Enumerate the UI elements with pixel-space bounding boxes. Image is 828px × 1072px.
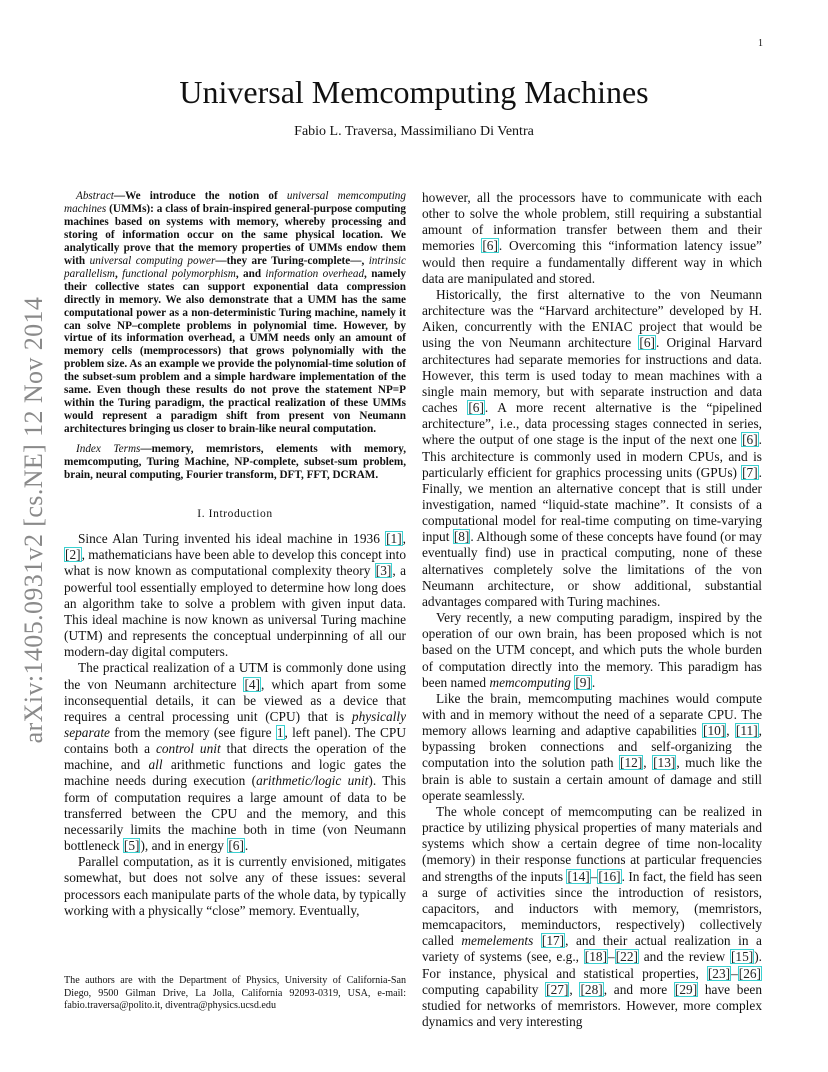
citation-link[interactable]: [9] bbox=[575, 674, 591, 690]
left-column bbox=[64, 190, 406, 919]
text: that directs the operation of the machine, and bbox=[64, 741, 406, 773]
text: , bbox=[569, 981, 580, 997]
text: . bbox=[591, 674, 596, 690]
arxiv-identifier-sidebar bbox=[14, 285, 54, 755]
citation-link[interactable]: [28] bbox=[580, 981, 603, 997]
abstract-label: Abstract bbox=[76, 190, 114, 202]
text: arithmetic functions and logic gates the machine needs during execution ( bbox=[64, 757, 406, 789]
citation-link[interactable]: [6] bbox=[228, 838, 244, 854]
text: – bbox=[731, 965, 738, 981]
abstract-emphasis: information overhead bbox=[265, 267, 365, 280]
text: Very recently, a new computing paradigm, inspired by the operation of our own brain, has been proposed which is not based on the UTM concept, and which puts the whole burden of computation directly into the memory. This paradigm has been named bbox=[422, 610, 762, 690]
text: . A more recent alternative is the “pipelined architecture”, i.e., data processing stages connected in series, where the output of one stage is the input of the next one bbox=[422, 400, 762, 448]
right-paragraph-4 bbox=[422, 691, 762, 804]
text: computing capability bbox=[422, 981, 546, 997]
text: , much like the brain is able to sustain a certain amount of damage and still operate seamlessly. bbox=[422, 755, 762, 803]
text: . Overcoming this “information latency issue” would then require a fundamentally different way in which data are manipulated and stored. bbox=[422, 238, 762, 286]
citation-link[interactable]: [6] bbox=[639, 335, 655, 351]
abstract-text: , bbox=[114, 267, 123, 280]
text: Historically, the first alternative to the von Neumann architecture was the “Harvard architecture” developed by H. Aiken, concurrently with the ENIAC project that would be using the von Neumann architecture bbox=[422, 286, 762, 351]
citation-link[interactable]: [7] bbox=[742, 464, 758, 480]
right-paragraph-1 bbox=[422, 190, 762, 287]
right-paragraph-2 bbox=[422, 287, 762, 610]
citation-link[interactable]: [15] bbox=[730, 949, 754, 965]
citation-link[interactable]: [6] bbox=[468, 400, 484, 416]
emphasis: all bbox=[148, 757, 163, 773]
text: , and more bbox=[603, 981, 674, 997]
abstract-text: , and bbox=[235, 267, 266, 280]
citation-link[interactable]: [4] bbox=[244, 676, 260, 692]
text: Like the brain, memcomputing machines would compute with and in memory without the need of a separate CPU. The memory allows learning and adaptive capabilities bbox=[422, 690, 762, 739]
text: from the memory (see figure bbox=[109, 725, 276, 740]
text: . bbox=[244, 838, 249, 854]
emphasis: memcomputing bbox=[489, 674, 571, 690]
citation-link[interactable]: [6] bbox=[742, 432, 758, 448]
citation-link[interactable]: [5] bbox=[123, 838, 140, 854]
intro-paragraph-1 bbox=[64, 531, 406, 660]
emphasis: memelements bbox=[461, 933, 534, 949]
citation-link[interactable]: [6] bbox=[482, 238, 498, 254]
text: and the review bbox=[638, 949, 730, 965]
text: , and their actual realization in a variety of systems (see, e.g., bbox=[422, 933, 762, 965]
citation-link[interactable]: [26] bbox=[738, 965, 761, 981]
text: , a powerful tool essentially employed to determine how long does an algorithm take to solve a problem with given input data. This ideal machine is now known as universal Turing machine (UTM) and represents the conceptual underpinning of all our modern-day digital computers. bbox=[64, 563, 406, 660]
text: , bbox=[402, 531, 406, 547]
text: . Finally, we mention an alternative concept that is still under investigation, named “liquid-state machine”. It consists of a computational model for real-time computing on time-varying input bbox=[422, 464, 762, 545]
text: ). This form of computation requires a large amount of data to be transferred between the CPU and the memory, and this necessarily limits the machine both in time (von Neumann bottleneck bbox=[64, 773, 406, 854]
text: , bbox=[726, 723, 735, 739]
arxiv-identifier: arXiv:1405.0931v2 [cs.NE] 12 Nov 2014 bbox=[19, 296, 48, 744]
citation-link[interactable]: [3] bbox=[375, 563, 392, 579]
paper-title: Universal Memcomputing Machines bbox=[179, 74, 649, 110]
citation-link[interactable]: [22] bbox=[615, 949, 638, 965]
abstract-text: —We introduce the notion of bbox=[113, 190, 287, 202]
abstract-emphasis: functional polymorphism bbox=[122, 267, 236, 280]
citation-link[interactable]: [11] bbox=[735, 723, 758, 739]
author-affiliation-footnote: The authors are with the Department of Physics, University of California-San Diego, 9500 Gilman Drive, La Jolla, California 92093-0319, USA, e-mail: fabio.traversa@polito.it, diventra@physics.ucsd.edu bbox=[64, 975, 406, 1012]
text: , mathematicians have been able to develop this concept into what is now known as computational complexity theory bbox=[64, 547, 406, 579]
text: – bbox=[608, 949, 615, 965]
citation-link[interactable]: [1] bbox=[386, 531, 402, 547]
right-paragraph-5 bbox=[422, 804, 762, 1030]
abstract-text: (UMMs): a class of brain-inspired general-purpose computing machines based on systems with memory, whereby processing and storing of information occur on the same physical location. We analytically prove that the memory properties of UMMs endow them with bbox=[64, 202, 406, 267]
section-heading-introduction: I. Introduction bbox=[197, 507, 273, 520]
text: ), and in energy bbox=[140, 838, 228, 854]
abstract-text: , namely their collective states can support exponential data compression directly in memory. We also demonstrate that a UMM has the same computational power as a non-deterministic Turing machine, namely it can solve NP–complete problems in polynomial time. However, by virtue of its information overhead, a UMM needs only an amount of memory cells (memprocessors) that grows polynomially with the problem size. As an example we provide the polynomial-time solution of the subset-sum problem and a simple hardware implementation of the same. Even though these results do not prove the statement NP=P within the Turing paradigm, the practical realization of these UMMs would represent a paradigm shift from present von Neumann architectures bringing us closer to brain-like neural computation. bbox=[64, 267, 407, 436]
text: Since Alan Turing invented his ideal machine in 1936 bbox=[78, 531, 386, 547]
citation-link[interactable]: [2] bbox=[65, 547, 81, 563]
text: . This architecture is commonly used in modern CPUs, and is particularly efficient for graphics processing units (GPUs) bbox=[422, 432, 762, 480]
index-terms bbox=[64, 443, 406, 482]
text: ). For instance, physical and statistical properties, bbox=[422, 949, 762, 981]
right-paragraph-3 bbox=[422, 610, 762, 691]
text: , which apart from some inconsequential details, it can be viewed as a device that requires a central processing unit (CPU) that is bbox=[64, 676, 406, 724]
text: , bbox=[643, 755, 653, 771]
citation-link[interactable]: [8] bbox=[453, 529, 470, 545]
citation-link[interactable]: [16] bbox=[598, 868, 621, 884]
intro-paragraph-3: Parallel computation, as it is currently envisioned, mitigates somewhat, but does not solve any of these issues: several processors each manipulate parts of the whole data, by typically working with a physically “close” memory. Eventually, bbox=[64, 854, 406, 918]
text: . In fact, the field has seen a surge of activities since the introduction of resistors, capacitors, and inductors with memory, (memristors, memcapacitors, meminductors, respectively) collectively called bbox=[422, 868, 762, 949]
text: The practical realization of a UTM is commonly done using the von Neumann architecture bbox=[64, 660, 406, 692]
text: , bypassing broken connections and self-organizing the computation into the solution path bbox=[422, 723, 762, 771]
emphasis: arithmetic/logic unit bbox=[256, 773, 369, 789]
text: , left panel). The CPU contains both a bbox=[64, 725, 406, 757]
citation-link[interactable]: [29] bbox=[674, 981, 698, 997]
author-list: Fabio L. Traversa, Massimiliano Di Ventra bbox=[294, 124, 534, 139]
citation-link[interactable]: [12] bbox=[620, 755, 643, 771]
abstract-emphasis: universal computing power bbox=[89, 254, 216, 267]
text: have been studied for networks of memristors. However, more complex dynamics and very interesting bbox=[422, 981, 762, 1029]
page-number: 1 bbox=[758, 38, 763, 49]
citation-link[interactable]: [27] bbox=[546, 981, 569, 997]
text: however, all the processors have to communicate with each other to solve the whole problem, still requiring a substantial amount of information transfer between them and their memories bbox=[422, 190, 762, 254]
citation-link[interactable]: [13] bbox=[653, 755, 676, 771]
text: The whole concept of memcomputing can be realized in practice by utilizing physical properties of many materials and systems which show a certain degree of time non-locality (memory) in their response functions at particular frequencies and strengths of the inputs bbox=[422, 803, 762, 884]
text: . Original Harvard architectures had separate memories for instructions and data. However, this term is used today to mean machines with a single main memory, but with separate instruction and data caches bbox=[422, 335, 762, 416]
abstract-text: —they are Turing-complete—, bbox=[215, 254, 369, 267]
index-terms-label: Index Terms bbox=[76, 443, 141, 456]
citation-link[interactable]: [10] bbox=[703, 723, 726, 739]
citation-link[interactable]: [23] bbox=[707, 965, 731, 981]
citation-link[interactable]: [18] bbox=[584, 949, 608, 965]
abstract-emphasis: universal memcomputing machines bbox=[64, 190, 406, 215]
emphasis: control unit bbox=[155, 741, 221, 757]
abstract-emphasis: intrinsic parallelism bbox=[64, 254, 406, 280]
citation-link[interactable]: [17] bbox=[541, 933, 565, 949]
intro-paragraph-2 bbox=[64, 660, 406, 854]
text: . Although some of these concepts have found (or may eventually find) use in practical computing, none of these alternatives completely solve the limitations of the von Neumann architecture, or show additional, substantial advantages compared with Turing machines. bbox=[422, 529, 762, 609]
emphasis: physically separate bbox=[64, 708, 406, 740]
text: – bbox=[590, 868, 598, 884]
citation-link[interactable]: [14] bbox=[567, 868, 590, 884]
figure-link[interactable]: 1 bbox=[276, 725, 284, 740]
abstract bbox=[64, 190, 406, 436]
text bbox=[533, 933, 541, 948]
index-terms-text: —memory, memristors, elements with memory, memcomputing, Turing Machine, NP-complete, subset-sum problem, brain, neural computing, Fourier transform, DFT, FFT, DCRAM. bbox=[64, 443, 406, 482]
right-column bbox=[422, 190, 762, 1030]
